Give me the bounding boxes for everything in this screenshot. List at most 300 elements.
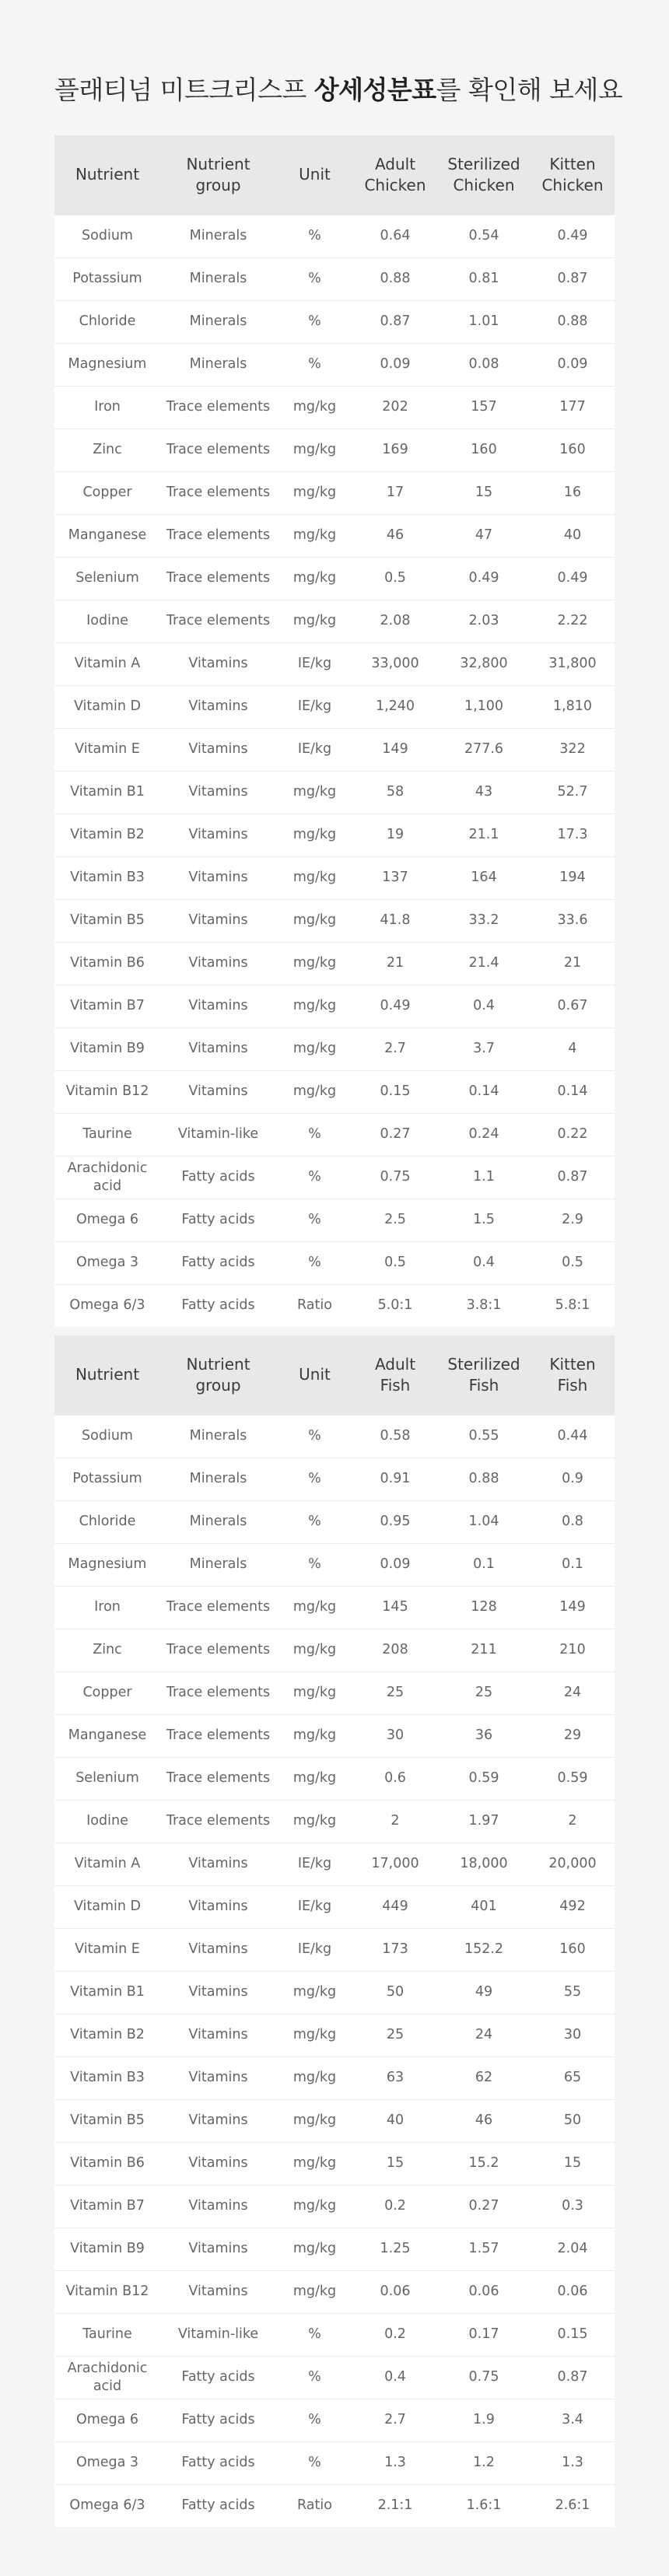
cell-nutrient-group: Trace elements bbox=[160, 1757, 276, 1800]
cell-nutrient-group: Minerals bbox=[160, 300, 276, 343]
cell-nutrient-group: Vitamins bbox=[160, 1971, 276, 2014]
cell-value-1: 0.09 bbox=[353, 1543, 437, 1586]
cell-unit: mg/kg bbox=[276, 2228, 353, 2270]
cell-value-1: 0.5 bbox=[353, 557, 437, 600]
cell-nutrient-group: Minerals bbox=[160, 1543, 276, 1586]
cell-value-3: 2.22 bbox=[531, 600, 615, 642]
cell-value-1: 50 bbox=[353, 1971, 437, 2014]
cell-value-2: 15.2 bbox=[437, 2142, 531, 2185]
cell-value-3: 4 bbox=[531, 1027, 615, 1070]
cell-unit: % bbox=[276, 1199, 353, 1241]
cell-nutrient-group: Vitamins bbox=[160, 2014, 276, 2056]
cell-unit: mg/kg bbox=[276, 1971, 353, 2014]
cell-nutrient: Arachidonic acid bbox=[54, 1156, 160, 1199]
cell-value-3: 3.4 bbox=[531, 2399, 615, 2441]
cell-nutrient: Vitamin A bbox=[54, 1843, 160, 1885]
cell-nutrient: Omega 3 bbox=[54, 2441, 160, 2484]
cell-nutrient-group: Fatty acids bbox=[160, 2356, 276, 2399]
cell-value-2: 164 bbox=[437, 856, 531, 899]
cell-value-2: 0.81 bbox=[437, 257, 531, 300]
cell-value-2: 160 bbox=[437, 429, 531, 471]
cell-nutrient-group: Vitamins bbox=[160, 728, 276, 771]
cell-value-3: 21 bbox=[531, 942, 615, 985]
cell-nutrient-group: Vitamin-like bbox=[160, 2313, 276, 2356]
cell-nutrient: Selenium bbox=[54, 557, 160, 600]
cell-value-1: 19 bbox=[353, 814, 437, 856]
cell-value-3: 0.87 bbox=[531, 257, 615, 300]
cell-nutrient-group: Vitamins bbox=[160, 814, 276, 856]
cell-value-2: 1.6:1 bbox=[437, 2484, 531, 2527]
cell-value-1: 173 bbox=[353, 1928, 437, 1971]
cell-nutrient-group: Vitamins bbox=[160, 985, 276, 1027]
cell-value-2: 0.08 bbox=[437, 343, 531, 386]
table-row bbox=[54, 899, 615, 942]
cell-nutrient: Vitamin B12 bbox=[54, 2270, 160, 2313]
cell-nutrient: Vitamin B1 bbox=[54, 771, 160, 814]
cell-value-2: 36 bbox=[437, 1714, 531, 1757]
cell-value-2: 1.04 bbox=[437, 1500, 531, 1543]
cell-value-3: 20,000 bbox=[531, 1843, 615, 1885]
cell-nutrient-group: Minerals bbox=[160, 215, 276, 257]
table-header-row bbox=[54, 1335, 615, 1415]
cell-nutrient-group: Vitamins bbox=[160, 1843, 276, 1885]
table-row bbox=[54, 514, 615, 557]
cell-nutrient-group: Trace elements bbox=[160, 557, 276, 600]
cell-nutrient-group: Vitamins bbox=[160, 1885, 276, 1928]
cell-value-2: 47 bbox=[437, 514, 531, 557]
cell-nutrient: Potassium bbox=[54, 1458, 160, 1500]
cell-value-1: 0.6 bbox=[353, 1757, 437, 1800]
cell-unit: mg/kg bbox=[276, 386, 353, 429]
cell-value-3: 492 bbox=[531, 1885, 615, 1928]
cell-value-3: 177 bbox=[531, 386, 615, 429]
cell-value-3: 1,810 bbox=[531, 685, 615, 728]
header-nutrient: Nutrient bbox=[75, 165, 140, 184]
cell-nutrient-group: Fatty acids bbox=[160, 1156, 276, 1199]
cell-unit: Ratio bbox=[276, 1284, 353, 1327]
cell-unit: mg/kg bbox=[276, 471, 353, 514]
header-nutrient: Nutrient bbox=[75, 1365, 140, 1384]
cell-nutrient: Vitamin B5 bbox=[54, 899, 160, 942]
cell-value-2: 0.1 bbox=[437, 1543, 531, 1586]
cell-value-1: 41.8 bbox=[353, 899, 437, 942]
cell-unit: IE/kg bbox=[276, 685, 353, 728]
cell-value-1: 0.64 bbox=[353, 215, 437, 257]
cell-value-1: 0.15 bbox=[353, 1070, 437, 1113]
cell-value-3: 0.87 bbox=[531, 2356, 615, 2399]
cell-value-2: 0.27 bbox=[437, 2185, 531, 2228]
table-row bbox=[54, 2356, 615, 2399]
table-row bbox=[54, 215, 615, 257]
cell-value-1: 2.1:1 bbox=[353, 2484, 437, 2527]
table-row bbox=[54, 985, 615, 1027]
cell-nutrient-group: Trace elements bbox=[160, 386, 276, 429]
table-row bbox=[54, 2399, 615, 2441]
cell-unit: mg/kg bbox=[276, 1629, 353, 1671]
cell-nutrient-group: Fatty acids bbox=[160, 1199, 276, 1241]
cell-value-1: 46 bbox=[353, 514, 437, 557]
table-row bbox=[54, 2313, 615, 2356]
cell-value-2: 128 bbox=[437, 1586, 531, 1629]
table-row bbox=[54, 1458, 615, 1500]
cell-value-1: 2.08 bbox=[353, 600, 437, 642]
cell-value-1: 0.5 bbox=[353, 1241, 437, 1284]
cell-value-2: 277.6 bbox=[437, 728, 531, 771]
cell-nutrient-group: Minerals bbox=[160, 343, 276, 386]
cell-nutrient-group: Vitamins bbox=[160, 1928, 276, 1971]
cell-value-3: 0.88 bbox=[531, 300, 615, 343]
table-row bbox=[54, 1928, 615, 1971]
cell-nutrient: Vitamin B7 bbox=[54, 985, 160, 1027]
cell-nutrient: Vitamin B2 bbox=[54, 814, 160, 856]
cell-nutrient: Manganese bbox=[54, 1714, 160, 1757]
table-row bbox=[54, 1543, 615, 1586]
cell-value-2: 0.75 bbox=[437, 2356, 531, 2399]
table-row bbox=[54, 2185, 615, 2228]
cell-value-3: 29 bbox=[531, 1714, 615, 1757]
cell-value-3: 0.14 bbox=[531, 1070, 615, 1113]
cell-unit: % bbox=[276, 1241, 353, 1284]
cell-value-3: 0.09 bbox=[531, 343, 615, 386]
header-sterilized-fish: Sterilized Fish bbox=[447, 1354, 520, 1395]
table-row bbox=[54, 2142, 615, 2185]
cell-value-1: 63 bbox=[353, 2056, 437, 2099]
cell-value-2: 0.59 bbox=[437, 1757, 531, 1800]
cell-nutrient: Omega 3 bbox=[54, 1241, 160, 1284]
cell-value-3: 2.6:1 bbox=[531, 2484, 615, 2527]
cell-nutrient: Manganese bbox=[54, 514, 160, 557]
cell-unit: % bbox=[276, 2441, 353, 2484]
cell-value-2: 46 bbox=[437, 2099, 531, 2142]
cell-unit: % bbox=[276, 1458, 353, 1500]
cell-nutrient: Taurine bbox=[54, 1113, 160, 1156]
cell-value-1: 449 bbox=[353, 1885, 437, 1928]
table-row bbox=[54, 1070, 615, 1113]
cell-value-3: 322 bbox=[531, 728, 615, 771]
cell-nutrient: Vitamin B2 bbox=[54, 2014, 160, 2056]
cell-unit: % bbox=[276, 300, 353, 343]
title-bold: 상세성분표 bbox=[313, 75, 436, 105]
cell-nutrient: Vitamin A bbox=[54, 642, 160, 685]
header-sterilized-chicken: Sterilized Chicken bbox=[447, 154, 520, 194]
cell-nutrient-group: Fatty acids bbox=[160, 1284, 276, 1327]
table-row bbox=[54, 642, 615, 685]
cell-value-1: 208 bbox=[353, 1629, 437, 1671]
header-unit: Unit bbox=[299, 1365, 331, 1384]
cell-value-3: 2.04 bbox=[531, 2228, 615, 2270]
cell-value-2: 32,800 bbox=[437, 642, 531, 685]
cell-nutrient: Vitamin B3 bbox=[54, 856, 160, 899]
cell-value-1: 1,240 bbox=[353, 685, 437, 728]
cell-nutrient: Vitamin B6 bbox=[54, 942, 160, 985]
cell-unit: mg/kg bbox=[276, 1714, 353, 1757]
cell-value-1: 58 bbox=[353, 771, 437, 814]
cell-nutrient-group: Vitamins bbox=[160, 2099, 276, 2142]
cell-nutrient: Zinc bbox=[54, 1629, 160, 1671]
cell-nutrient: Vitamin B12 bbox=[54, 1070, 160, 1113]
cell-value-1: 25 bbox=[353, 2014, 437, 2056]
cell-nutrient: Omega 6 bbox=[54, 1199, 160, 1241]
table-row bbox=[54, 1415, 615, 1458]
table-row bbox=[54, 2270, 615, 2313]
cell-value-2: 1,100 bbox=[437, 685, 531, 728]
cell-nutrient: Vitamin B1 bbox=[54, 1971, 160, 2014]
cell-nutrient-group: Minerals bbox=[160, 1458, 276, 1500]
cell-unit: % bbox=[276, 2356, 353, 2399]
cell-value-3: 52.7 bbox=[531, 771, 615, 814]
cell-nutrient: Omega 6/3 bbox=[54, 1284, 160, 1327]
cell-nutrient: Sodium bbox=[54, 1415, 160, 1458]
cell-nutrient-group: Minerals bbox=[160, 1415, 276, 1458]
table-row bbox=[54, 856, 615, 899]
cell-nutrient: Iodine bbox=[54, 1800, 160, 1843]
cell-unit: mg/kg bbox=[276, 2099, 353, 2142]
cell-unit: IE/kg bbox=[276, 728, 353, 771]
cell-value-1: 0.49 bbox=[353, 985, 437, 1027]
table-row bbox=[54, 300, 615, 343]
cell-value-3: 0.49 bbox=[531, 557, 615, 600]
cell-value-1: 0.2 bbox=[353, 2313, 437, 2356]
cell-nutrient-group: Vitamins bbox=[160, 899, 276, 942]
table-row bbox=[54, 1027, 615, 1070]
cell-value-2: 0.49 bbox=[437, 557, 531, 600]
table-row bbox=[54, 2056, 615, 2099]
cell-value-2: 1.2 bbox=[437, 2441, 531, 2484]
cell-unit: % bbox=[276, 257, 353, 300]
cell-unit: mg/kg bbox=[276, 985, 353, 1027]
cell-value-3: 149 bbox=[531, 1586, 615, 1629]
cell-value-2: 25 bbox=[437, 1671, 531, 1714]
cell-value-3: 33.6 bbox=[531, 899, 615, 942]
cell-unit: mg/kg bbox=[276, 1586, 353, 1629]
cell-unit: IE/kg bbox=[276, 642, 353, 685]
cell-nutrient: Selenium bbox=[54, 1757, 160, 1800]
cell-value-1: 17 bbox=[353, 471, 437, 514]
cell-value-1: 15 bbox=[353, 2142, 437, 2185]
cell-unit: % bbox=[276, 2313, 353, 2356]
table-row bbox=[54, 1843, 615, 1885]
cell-unit: mg/kg bbox=[276, 1671, 353, 1714]
cell-value-3: 30 bbox=[531, 2014, 615, 2056]
cell-unit: mg/kg bbox=[276, 942, 353, 985]
cell-value-1: 0.06 bbox=[353, 2270, 437, 2313]
cell-unit: % bbox=[276, 1543, 353, 1586]
cell-unit: % bbox=[276, 215, 353, 257]
cell-unit: IE/kg bbox=[276, 1885, 353, 1928]
table-row bbox=[54, 2441, 615, 2484]
cell-nutrient-group: Trace elements bbox=[160, 1586, 276, 1629]
cell-nutrient: Vitamin D bbox=[54, 1885, 160, 1928]
cell-unit: mg/kg bbox=[276, 2014, 353, 2056]
cell-value-3: 17.3 bbox=[531, 814, 615, 856]
cell-value-3: 0.15 bbox=[531, 2313, 615, 2356]
cell-value-1: 2.7 bbox=[353, 1027, 437, 1070]
cell-value-1: 40 bbox=[353, 2099, 437, 2142]
cell-unit: IE/kg bbox=[276, 1928, 353, 1971]
table-row bbox=[54, 728, 615, 771]
cell-nutrient: Copper bbox=[54, 471, 160, 514]
table-row bbox=[54, 1500, 615, 1543]
cell-value-1: 0.2 bbox=[353, 2185, 437, 2228]
cell-value-1: 0.4 bbox=[353, 2356, 437, 2399]
cell-value-2: 1.9 bbox=[437, 2399, 531, 2441]
cell-unit: IE/kg bbox=[276, 1843, 353, 1885]
cell-nutrient: Vitamin B9 bbox=[54, 1027, 160, 1070]
cell-nutrient-group: Vitamins bbox=[160, 1070, 276, 1113]
cell-nutrient: Vitamin E bbox=[54, 1928, 160, 1971]
cell-value-2: 49 bbox=[437, 1971, 531, 2014]
header-adult-chicken: Adult Chicken bbox=[364, 154, 426, 194]
table-row bbox=[54, 2099, 615, 2142]
cell-value-2: 0.17 bbox=[437, 2313, 531, 2356]
cell-nutrient-group: Vitamins bbox=[160, 2056, 276, 2099]
cell-value-3: 0.8 bbox=[531, 1500, 615, 1543]
table-row bbox=[54, 429, 615, 471]
cell-value-3: 0.44 bbox=[531, 1415, 615, 1458]
table-row bbox=[54, 1885, 615, 1928]
table-row bbox=[54, 557, 615, 600]
cell-nutrient: Chloride bbox=[54, 1500, 160, 1543]
cell-value-2: 1.57 bbox=[437, 2228, 531, 2270]
cell-value-2: 1.1 bbox=[437, 1156, 531, 1199]
cell-unit: mg/kg bbox=[276, 899, 353, 942]
cell-value-2: 1.5 bbox=[437, 1199, 531, 1241]
table-row bbox=[54, 1671, 615, 1714]
cell-value-3: 0.67 bbox=[531, 985, 615, 1027]
page-title: 플래티넘 미트크리스프 상세성분표를 확인해 보세요 bbox=[54, 75, 623, 105]
cell-value-2: 157 bbox=[437, 386, 531, 429]
cell-nutrient-group: Minerals bbox=[160, 257, 276, 300]
cell-value-2: 15 bbox=[437, 471, 531, 514]
cell-nutrient: Sodium bbox=[54, 215, 160, 257]
table-row bbox=[54, 1586, 615, 1629]
cell-unit: mg/kg bbox=[276, 557, 353, 600]
cell-value-2: 401 bbox=[437, 1885, 531, 1928]
header-nutrient-group: Nutrient group bbox=[186, 154, 250, 194]
cell-value-3: 2 bbox=[531, 1800, 615, 1843]
cell-value-1: 202 bbox=[353, 386, 437, 429]
table-row bbox=[54, 2014, 615, 2056]
table-row bbox=[54, 1241, 615, 1284]
cell-nutrient-group: Vitamins bbox=[160, 942, 276, 985]
cell-unit: mg/kg bbox=[276, 2056, 353, 2099]
cell-value-2: 2.03 bbox=[437, 600, 531, 642]
cell-value-2: 0.4 bbox=[437, 1241, 531, 1284]
table-row bbox=[54, 257, 615, 300]
cell-nutrient-group: Minerals bbox=[160, 1500, 276, 1543]
cell-nutrient: Chloride bbox=[54, 300, 160, 343]
table-row bbox=[54, 343, 615, 386]
cell-nutrient-group: Trace elements bbox=[160, 600, 276, 642]
cell-nutrient: Zinc bbox=[54, 429, 160, 471]
cell-value-1: 145 bbox=[353, 1586, 437, 1629]
cell-value-1: 0.95 bbox=[353, 1500, 437, 1543]
cell-value-3: 0.9 bbox=[531, 1458, 615, 1500]
cell-value-1: 0.75 bbox=[353, 1156, 437, 1199]
table-row bbox=[54, 600, 615, 642]
cell-nutrient-group: Vitamins bbox=[160, 2142, 276, 2185]
cell-value-3: 65 bbox=[531, 2056, 615, 2099]
cell-value-1: 0.87 bbox=[353, 300, 437, 343]
cell-value-3: 210 bbox=[531, 1629, 615, 1671]
cell-value-1: 0.88 bbox=[353, 257, 437, 300]
cell-unit: mg/kg bbox=[276, 600, 353, 642]
cell-nutrient-group: Trace elements bbox=[160, 514, 276, 557]
cell-value-2: 33.2 bbox=[437, 899, 531, 942]
cell-value-3: 0.5 bbox=[531, 1241, 615, 1284]
cell-value-1: 33,000 bbox=[353, 642, 437, 685]
cell-value-2: 0.4 bbox=[437, 985, 531, 1027]
cell-value-1: 2.5 bbox=[353, 1199, 437, 1241]
cell-unit: % bbox=[276, 1415, 353, 1458]
cell-value-3: 5.8:1 bbox=[531, 1284, 615, 1327]
cell-nutrient: Vitamin B7 bbox=[54, 2185, 160, 2228]
table-row bbox=[54, 771, 615, 814]
cell-unit: mg/kg bbox=[276, 429, 353, 471]
cell-unit: Ratio bbox=[276, 2484, 353, 2527]
table-row bbox=[54, 386, 615, 429]
cell-unit: % bbox=[276, 1113, 353, 1156]
cell-nutrient-group: Fatty acids bbox=[160, 1241, 276, 1284]
cell-unit: % bbox=[276, 2399, 353, 2441]
cell-value-2: 1.01 bbox=[437, 300, 531, 343]
table-row bbox=[54, 1284, 615, 1327]
cell-value-1: 25 bbox=[353, 1671, 437, 1714]
cell-value-2: 0.14 bbox=[437, 1070, 531, 1113]
cell-nutrient: Vitamin B9 bbox=[54, 2228, 160, 2270]
cell-nutrient-group: Trace elements bbox=[160, 429, 276, 471]
table-row bbox=[54, 1971, 615, 2014]
cell-nutrient: Vitamin B3 bbox=[54, 2056, 160, 2099]
header-adult-fish: Adult Fish bbox=[374, 1354, 416, 1395]
cell-value-2: 0.55 bbox=[437, 1415, 531, 1458]
table-row bbox=[54, 1113, 615, 1156]
cell-value-2: 3.7 bbox=[437, 1027, 531, 1070]
cell-value-1: 0.09 bbox=[353, 343, 437, 386]
cell-nutrient: Iodine bbox=[54, 600, 160, 642]
cell-nutrient-group: Vitamins bbox=[160, 1027, 276, 1070]
cell-nutrient: Vitamin D bbox=[54, 685, 160, 728]
table-row bbox=[54, 685, 615, 728]
cell-nutrient: Vitamin B5 bbox=[54, 2099, 160, 2142]
cell-unit: mg/kg bbox=[276, 771, 353, 814]
cell-nutrient: Vitamin E bbox=[54, 728, 160, 771]
cell-nutrient: Iron bbox=[54, 1586, 160, 1629]
cell-value-1: 1.25 bbox=[353, 2228, 437, 2270]
cell-value-3: 0.49 bbox=[531, 215, 615, 257]
cell-value-2: 0.54 bbox=[437, 215, 531, 257]
cell-value-3: 0.1 bbox=[531, 1543, 615, 1586]
cell-nutrient: Copper bbox=[54, 1671, 160, 1714]
header-nutrient-group: Nutrient group bbox=[186, 1354, 250, 1395]
cell-nutrient-group: Trace elements bbox=[160, 1714, 276, 1757]
cell-unit: mg/kg bbox=[276, 814, 353, 856]
cell-nutrient: Iron bbox=[54, 386, 160, 429]
cell-nutrient: Vitamin B6 bbox=[54, 2142, 160, 2185]
table-row bbox=[54, 1156, 615, 1199]
cell-value-1: 0.91 bbox=[353, 1458, 437, 1500]
cell-value-3: 24 bbox=[531, 1671, 615, 1714]
cell-nutrient-group: Vitamins bbox=[160, 642, 276, 685]
cell-nutrient-group: Fatty acids bbox=[160, 2484, 276, 2527]
cell-nutrient-group: Vitamins bbox=[160, 771, 276, 814]
table-header-row bbox=[54, 135, 615, 215]
header-kitten-chicken: Kitten Chicken bbox=[541, 154, 604, 194]
cell-value-2: 62 bbox=[437, 2056, 531, 2099]
table-row bbox=[54, 1757, 615, 1800]
cell-nutrient: Taurine bbox=[54, 2313, 160, 2356]
cell-unit: mg/kg bbox=[276, 1757, 353, 1800]
